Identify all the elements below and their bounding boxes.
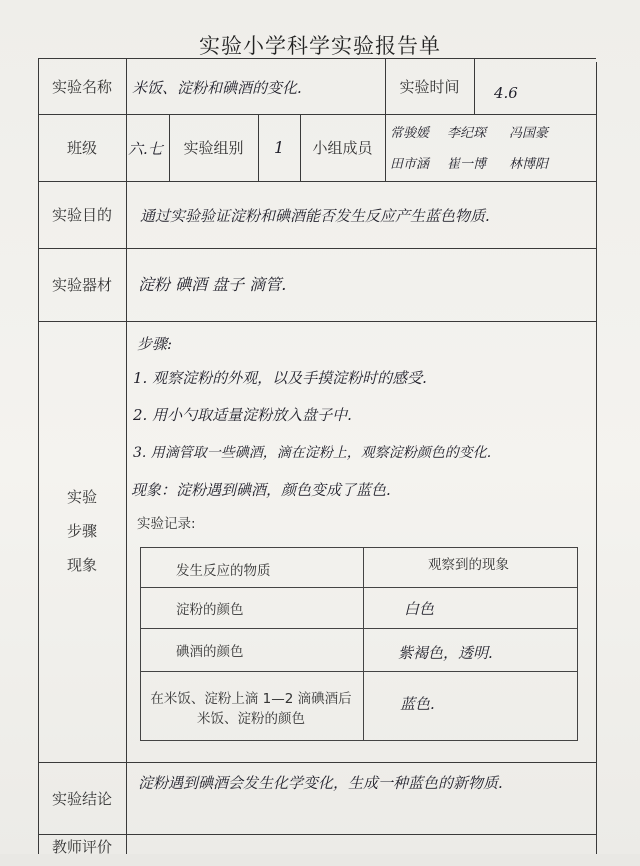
record-row-line <box>141 628 577 629</box>
member-name: 冯国豪 <box>509 126 549 141</box>
steps-heading: 步骤: <box>137 335 173 353</box>
record-observation-cell: 白色 <box>404 600 435 618</box>
purpose-value: 通过实验验证淀粉和碘酒能否发生反应产生蓝色物质. <box>140 207 490 225</box>
row-line <box>38 321 596 322</box>
group-label: 实验组别 <box>183 139 244 157</box>
member-name: 崔一博 <box>447 157 487 172</box>
record-row-line <box>141 587 577 588</box>
member-name: 林博阳 <box>509 157 549 172</box>
step-item: 1. 观察淀粉的外观，以及手摸淀粉时的感受. <box>133 369 427 387</box>
experiment-time-label: 实验时间 <box>399 77 460 96</box>
phenomenon-text: 现象：淀粉遇到碘酒，颜色变成了蓝色. <box>131 481 391 499</box>
member-name: 常骏媛 <box>390 126 430 141</box>
equipment-label: 实验器材 <box>51 276 112 294</box>
group-label-divider <box>258 114 259 181</box>
record-item-cell: 碘酒的颜色 <box>176 644 244 660</box>
member-name: 李纪琛 <box>447 126 487 141</box>
class-label: 班级 <box>66 139 97 157</box>
record-item-cell: 在米饭、淀粉上滴 1—2 滴碘酒后米饭、淀粉的颜色 <box>150 691 352 727</box>
member-name: 田市涵 <box>390 157 430 172</box>
group-value: 1 <box>274 138 285 157</box>
record-observation-cell: 蓝色. <box>400 695 435 713</box>
page-title: 实验小学科学实验报告单 <box>199 34 441 58</box>
experiment-name-label: 实验名称 <box>51 77 112 96</box>
step-item: 2. 用小勺取适量淀粉放入盘子中. <box>133 406 352 424</box>
step-item: 3. 用滴管取一些碘酒，滴在淀粉上，观察淀粉颜色的变化. <box>133 445 492 461</box>
conclusion-label: 实验结论 <box>51 789 112 808</box>
steps-section-label <box>38 480 126 582</box>
experiment-name-value: 米饭、淀粉和碘酒的变化. <box>132 79 302 97</box>
time-label-right-divider <box>474 58 475 114</box>
equipment-value: 淀粉 碘酒 盘子 滴管. <box>138 275 287 294</box>
record-col-divider <box>363 548 364 740</box>
purpose-label: 实验目的 <box>51 206 112 224</box>
conclusion-value: 淀粉遇到碘酒会发生化学变化，生成一种蓝色的新物质. <box>138 774 503 792</box>
members-label-divider <box>385 114 386 181</box>
teacher-eval-label: 教师评价 <box>51 838 112 856</box>
members-label: 小组成员 <box>312 139 373 157</box>
table-right-border <box>596 62 597 854</box>
record-label: 实验记录: <box>137 516 196 532</box>
steps-label-line: 步骤 <box>66 522 97 540</box>
steps-label-line: 现象 <box>66 556 97 574</box>
record-item-cell: 淀粉的颜色 <box>176 602 244 618</box>
record-header-cell: 观察到的现象 <box>428 557 509 573</box>
record-row-line <box>141 671 577 672</box>
steps-label-line: 实验 <box>66 488 97 506</box>
record-observation-cell: 紫褐色，透明. <box>398 644 493 662</box>
label-column-divider <box>126 58 127 854</box>
record-header-cell: 发生反应的物质 <box>176 563 271 579</box>
experiment-time-value: 4.6 <box>494 84 518 102</box>
class-value: 六.七 <box>128 140 163 158</box>
